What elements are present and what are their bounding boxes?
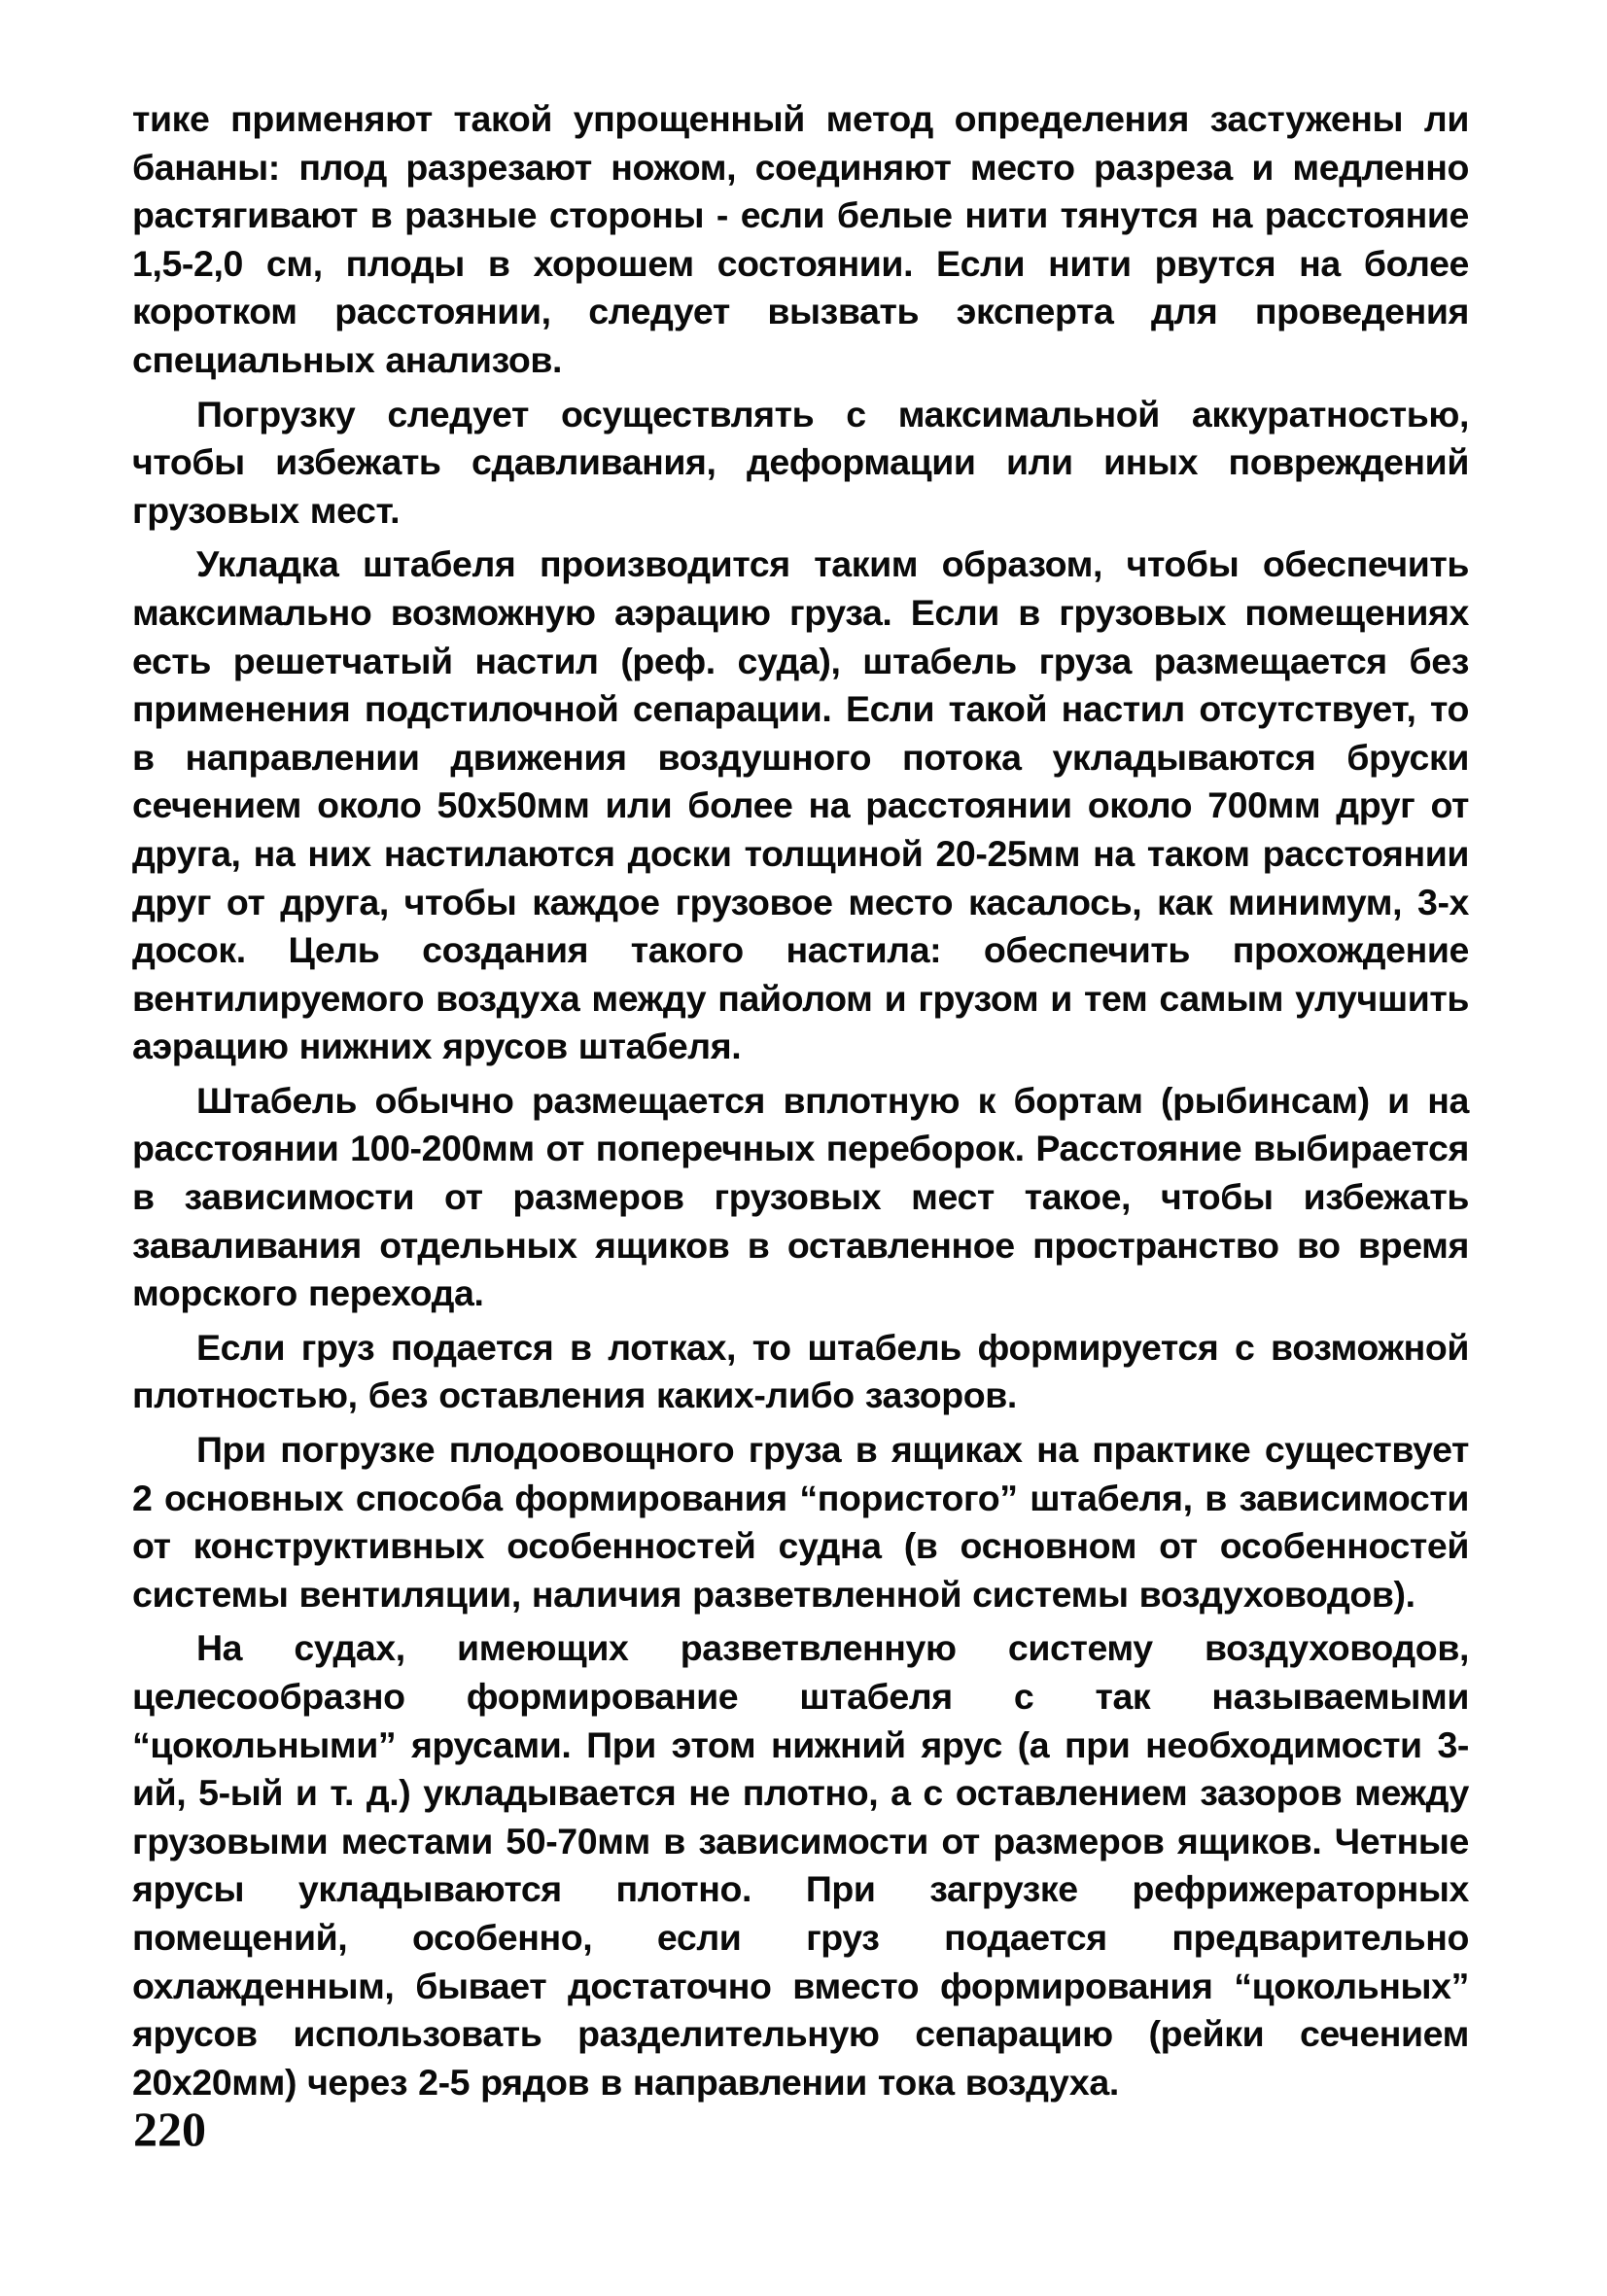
paragraph-trays: Если груз подается в лотках, то штабель формируется с возможной плотностью, без оставления каких-либо зазоров. [132, 1326, 1469, 1416]
paragraph-loading: Погрузку следует осуществлять с максимальной аккуратностью, чтобы избежать сдавливания, деформации или иных повреждений грузовых мест. [132, 393, 1469, 531]
paragraph-porous-stack: При погрузке плодоовощного груза в ящиках на практике существует 2 основных способа формирования “пористого” штабеля, в зависимости от конструктивных особенностей судна (в основном от особенностей системы вентиляции, наличия разветвленной системы воздуховодов). [132, 1429, 1469, 1615]
paragraph-stack-aeration: Укладка штабеля производится таким образом, чтобы обеспечить максимально возможную аэрацию груза. Если в грузовых помещениях есть решетчатый настил (реф. суда), штабель груза размещается без применения подстилочной сепарации. Если такой настил отсутствует, то в направлении движения воздушного потока укладываются бруски сечением около 50х50мм или более на расстоянии около 700мм друг от друга, на них настилаются доски толщиной 20-25мм на таком расстоянии друг от друга, чтобы каждое грузовое место касалось, как минимум, 3-х досок. Цель создания такого настила: обеспечить прохождение вентилируемого воздуха между пайолом и грузом и тем самым улучшить аэрацию нижних ярусов штабеля. [132, 543, 1469, 1067]
body-text [132, 95, 1469, 2106]
paragraph-continuation: тике применяют такой упрощенный метод определения застужены ли бананы: плод разрезают ножом, соединяют место разреза и медленно растягивают в разные стороны - если белые нити тянутся на расстояние 1,5-2,0 см, плоды в хорошем состоянии. Если нити рвутся на более коротком расстоянии, следует вызвать эксперта для проведения специальных анализов. [132, 98, 1469, 380]
paragraph-stack-placement: Штабель обычно размещается вплотную к бортам (рыбинсам) и на расстоянии 100-200мм от поперечных переборок. Расстояние выбирается в зависимости от размеров грузовых мест такое, чтобы избежать заваливания отдельных ящиков в оставленное пространство во время морского перехода. [132, 1079, 1469, 1314]
page-number: 220 [133, 2102, 206, 2156]
paragraph-plinth-tiers: На судах, имеющих разветвленную систему воздуховодов, целесообразно формирование штабеля с так называемыми “цокольными” ярусами. При этом нижний ярус (а при необходимости 3-ий, 5-ый и т. д.) укладывается не плотно, а с оставлением зазоров между грузовыми местами 50-70мм в зависимости от размеров ящиков. Четные ярусы укладываются плотно. При загрузке рефрижераторных помещений, особенно, если груз подается предварительно охлажденным, бывает достаточно вместо формирования “цокольных” ярусов использовать разделительную сепарацию (рейки сечением 20х20мм) через 2-5 рядов в направлении тока воздуха. [132, 1627, 1469, 2103]
